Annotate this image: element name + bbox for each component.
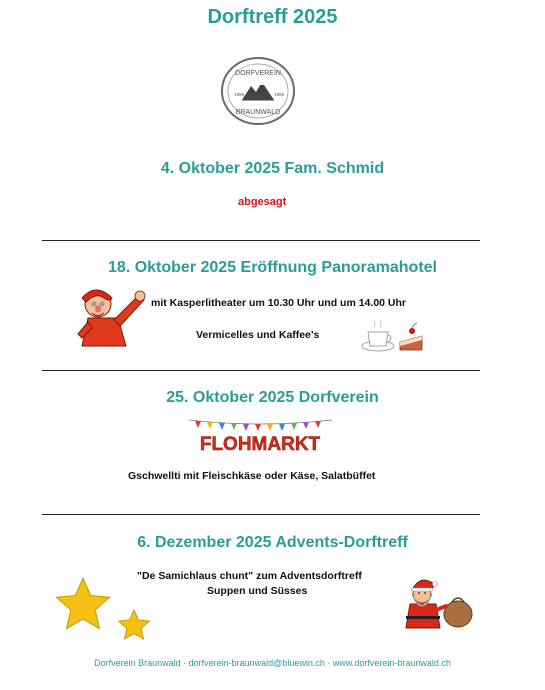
event-heading-3: 25. Oktober 2025 Dorfverein	[166, 389, 379, 406]
event-heading-1: 4. Oktober 2025 Fam. Schmid	[160, 160, 385, 177]
page-title: Dorftreff 2025	[207, 6, 338, 28]
samichlaus-illustration	[400, 576, 474, 630]
event-heading-4: 6. Dezember 2025 Advents-Dorftreff	[137, 534, 408, 551]
kasperli-puppet-illustration	[74, 284, 148, 352]
logo-bottom-text: BRAUNWALD	[235, 109, 281, 116]
event-heading-2: 18. Oktober 2025 Eröffnung Panoramahotel	[108, 259, 437, 276]
divider	[42, 240, 480, 241]
logo-year-right: 1999	[274, 92, 285, 97]
event-2-line-2: Vermicelles und Kaffee's	[196, 329, 320, 341]
logo-top-text: DORFVEREIN	[235, 70, 281, 77]
flohmarkt-banner-text: FLOHMARKT	[199, 434, 321, 455]
event-status-1: abgesagt	[238, 196, 287, 208]
event-3-line-1: Gschwellti mit Fleischkäse oder Käse, Salatbüffet	[128, 470, 376, 482]
divider	[42, 370, 480, 371]
footer-contact: Dorfverein Braunwald · dorfverein-braunwald@bluewin.ch · www.dorfverein-braunwald.ch	[94, 658, 451, 668]
divider	[42, 514, 480, 515]
event-4-line-1: "De Samichlaus chunt" zum Adventsdorftreff	[137, 570, 362, 582]
event-4-line-2: Suppen und Süsses	[207, 585, 308, 597]
coffee-and-cake-illustration	[360, 318, 424, 354]
logo-year-left: 1999	[234, 92, 245, 97]
dorfverein-logo	[220, 56, 296, 126]
golden-stars-illustration	[52, 576, 160, 644]
flohmarkt-banner-illustration	[183, 416, 338, 458]
event-2-line-1: mit Kasperlitheater um 10.30 Uhr und um 14.00 Uhr	[151, 297, 406, 309]
